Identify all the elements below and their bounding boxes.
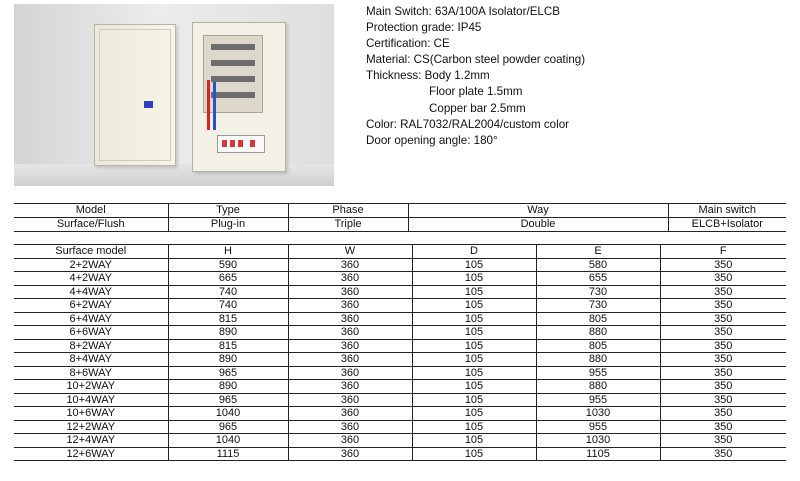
thickness-floor: Floor plate 1.5mm — [429, 85, 523, 99]
dimension-cell: 890 — [168, 326, 288, 340]
dimension-cell: 590 — [168, 258, 288, 272]
door-panel — [99, 29, 171, 161]
dimension-cell: 965 — [168, 366, 288, 380]
model-cell: 12+6WAY — [14, 447, 168, 461]
spec-protection: Protection grade: IP45 — [366, 21, 482, 35]
blue-wire — [213, 82, 216, 130]
config-table — [14, 203, 786, 232]
config-value: ELCB+Isolator — [668, 218, 786, 232]
dimension-cell: 880 — [536, 353, 660, 367]
config-value: Surface/Flush — [14, 218, 168, 232]
door-lock-icon — [144, 101, 153, 108]
dimension-cell: 350 — [660, 380, 786, 394]
model-cell: 8+4WAY — [14, 353, 168, 367]
dimension-cell: 730 — [536, 299, 660, 313]
dimension-cell: 105 — [412, 272, 536, 286]
dimension-cell: 350 — [660, 312, 786, 326]
table-row — [14, 407, 786, 421]
config-value: Triple — [288, 218, 408, 232]
photo-floor — [14, 164, 334, 186]
spec-thickness — [366, 68, 585, 84]
dimension-table — [14, 244, 786, 461]
dimension-cell: 350 — [660, 299, 786, 313]
copper-bar — [211, 76, 255, 82]
dimension-cell: 105 — [412, 420, 536, 434]
open-cabinet — [192, 22, 286, 172]
dimension-cell: 1030 — [536, 434, 660, 448]
thickness-body: Body 1.2mm — [424, 69, 490, 83]
config-value: Double — [408, 218, 668, 232]
dimension-header: Surface model — [14, 245, 168, 259]
thickness-copper: Copper bar 2.5mm — [429, 101, 526, 115]
dimension-header: D — [412, 245, 536, 259]
dimension-cell: 890 — [168, 353, 288, 367]
dimension-cell: 360 — [288, 393, 412, 407]
dimension-cell: 360 — [288, 339, 412, 353]
dimension-cell: 360 — [288, 353, 412, 367]
spec-material: Material: CS(Carbon steel powder coating) — [366, 53, 586, 67]
dimension-cell: 105 — [412, 366, 536, 380]
model-cell: 8+6WAY — [14, 366, 168, 380]
dimension-header: F — [660, 245, 786, 259]
dimension-cell: 360 — [288, 420, 412, 434]
dimension-cell: 105 — [412, 380, 536, 394]
dimension-cell: 880 — [536, 326, 660, 340]
config-header: Main switch — [668, 204, 786, 218]
table-row — [14, 299, 786, 313]
dimension-cell: 350 — [660, 339, 786, 353]
dimension-cell: 350 — [660, 366, 786, 380]
table-row — [14, 420, 786, 434]
table-row — [14, 312, 786, 326]
model-cell: 6+4WAY — [14, 312, 168, 326]
dimension-cell: 350 — [660, 258, 786, 272]
dimension-cell: 105 — [412, 285, 536, 299]
dimension-cell: 350 — [660, 272, 786, 286]
config-value: Plug-in — [168, 218, 288, 232]
dimension-cell: 105 — [412, 353, 536, 367]
dimension-cell: 965 — [168, 393, 288, 407]
config-header: Type — [168, 204, 288, 218]
table-row — [14, 353, 786, 367]
copper-bar — [211, 60, 255, 66]
dimension-cell: 360 — [288, 312, 412, 326]
breaker-icon — [250, 140, 255, 147]
thickness-label: Thickness: — [366, 69, 425, 83]
model-cell: 6+6WAY — [14, 326, 168, 340]
model-cell: 12+2WAY — [14, 420, 168, 434]
model-cell: 12+4WAY — [14, 434, 168, 448]
dimension-cell: 805 — [536, 339, 660, 353]
table-row — [14, 339, 786, 353]
dimension-header: W — [288, 245, 412, 259]
dimension-cell: 740 — [168, 299, 288, 313]
dimension-cell: 350 — [660, 326, 786, 340]
dimension-cell: 105 — [412, 299, 536, 313]
table-row — [14, 272, 786, 286]
dimension-cell: 105 — [412, 326, 536, 340]
dimension-cell: 815 — [168, 312, 288, 326]
spec-main-switch: Main Switch: 63A/100A Isolator/ELCB — [366, 5, 560, 18]
dimension-header: H — [168, 245, 288, 259]
dimension-cell: 815 — [168, 339, 288, 353]
dimension-cell: 105 — [412, 339, 536, 353]
breaker-icon — [238, 140, 243, 147]
table-row — [14, 393, 786, 407]
table-row — [14, 285, 786, 299]
config-header: Model — [14, 204, 168, 218]
dimension-cell: 1040 — [168, 434, 288, 448]
model-cell: 4+4WAY — [14, 285, 168, 299]
table-row — [14, 326, 786, 340]
dimension-cell: 740 — [168, 285, 288, 299]
model-cell: 10+4WAY — [14, 393, 168, 407]
dimension-cell: 105 — [412, 258, 536, 272]
table-row — [14, 434, 786, 448]
dimension-cell: 655 — [536, 272, 660, 286]
dimension-cell: 955 — [536, 420, 660, 434]
dimension-cell: 360 — [288, 447, 412, 461]
dimension-cell: 105 — [412, 447, 536, 461]
dimension-cell: 360 — [288, 285, 412, 299]
model-cell: 6+2WAY — [14, 299, 168, 313]
product-photo — [14, 4, 334, 186]
dimension-cell: 350 — [660, 420, 786, 434]
dimension-cell: 360 — [288, 407, 412, 421]
dimension-cell: 105 — [412, 434, 536, 448]
dimension-cell: 350 — [660, 285, 786, 299]
mounting-plate — [203, 35, 263, 113]
table-row — [14, 258, 786, 272]
dimension-cell: 360 — [288, 326, 412, 340]
breaker-icon — [222, 140, 227, 147]
model-cell: 10+2WAY — [14, 380, 168, 394]
red-wire — [207, 80, 210, 130]
dimension-cell: 955 — [536, 393, 660, 407]
dimension-cell: 350 — [660, 447, 786, 461]
table-row — [14, 366, 786, 380]
copper-bar — [211, 44, 255, 50]
spec-certification: Certification: CE — [366, 37, 450, 51]
dimension-cell: 965 — [168, 420, 288, 434]
spec-door: Door opening angle: 180° — [366, 133, 498, 147]
spec-color: Color: RAL7032/RAL2004/custom color — [366, 117, 569, 131]
dimension-cell: 360 — [288, 272, 412, 286]
breaker-row — [217, 135, 265, 153]
dimension-cell: 1030 — [536, 407, 660, 421]
dimension-cell: 350 — [660, 407, 786, 421]
cabinet-door — [94, 24, 176, 166]
dimension-cell: 665 — [168, 272, 288, 286]
dimension-cell: 1040 — [168, 407, 288, 421]
breaker-icon — [230, 140, 235, 147]
model-cell: 4+2WAY — [14, 272, 168, 286]
dimension-cell: 580 — [536, 258, 660, 272]
dimension-cell: 360 — [288, 258, 412, 272]
dimension-rows — [14, 258, 786, 461]
config-header-row — [14, 204, 786, 218]
dimension-cell: 105 — [412, 407, 536, 421]
dimension-cell: 805 — [536, 312, 660, 326]
dimension-cell: 360 — [288, 299, 412, 313]
dimension-cell: 360 — [288, 366, 412, 380]
dimension-cell: 360 — [288, 434, 412, 448]
config-value-row — [14, 218, 786, 232]
table-row — [14, 447, 786, 461]
dimension-header: E — [536, 245, 660, 259]
model-cell: 2+2WAY — [14, 258, 168, 272]
dimension-cell: 1115 — [168, 447, 288, 461]
dimension-cell: 350 — [660, 434, 786, 448]
dimension-cell: 1105 — [536, 447, 660, 461]
dimension-cell: 350 — [660, 393, 786, 407]
dimension-cell: 105 — [412, 312, 536, 326]
spec-list — [366, 4, 585, 149]
dimension-cell: 890 — [168, 380, 288, 394]
table-row — [14, 380, 786, 394]
dimension-cell: 105 — [412, 393, 536, 407]
dimension-cell: 880 — [536, 380, 660, 394]
dimension-header-row — [14, 245, 786, 259]
dimension-cell: 955 — [536, 366, 660, 380]
config-header: Way — [408, 204, 668, 218]
model-cell: 10+6WAY — [14, 407, 168, 421]
model-cell: 8+2WAY — [14, 339, 168, 353]
copper-bar — [211, 92, 255, 98]
dimension-cell: 360 — [288, 380, 412, 394]
dimension-cell: 730 — [536, 285, 660, 299]
config-header: Phase — [288, 204, 408, 218]
dimension-cell: 350 — [660, 353, 786, 367]
